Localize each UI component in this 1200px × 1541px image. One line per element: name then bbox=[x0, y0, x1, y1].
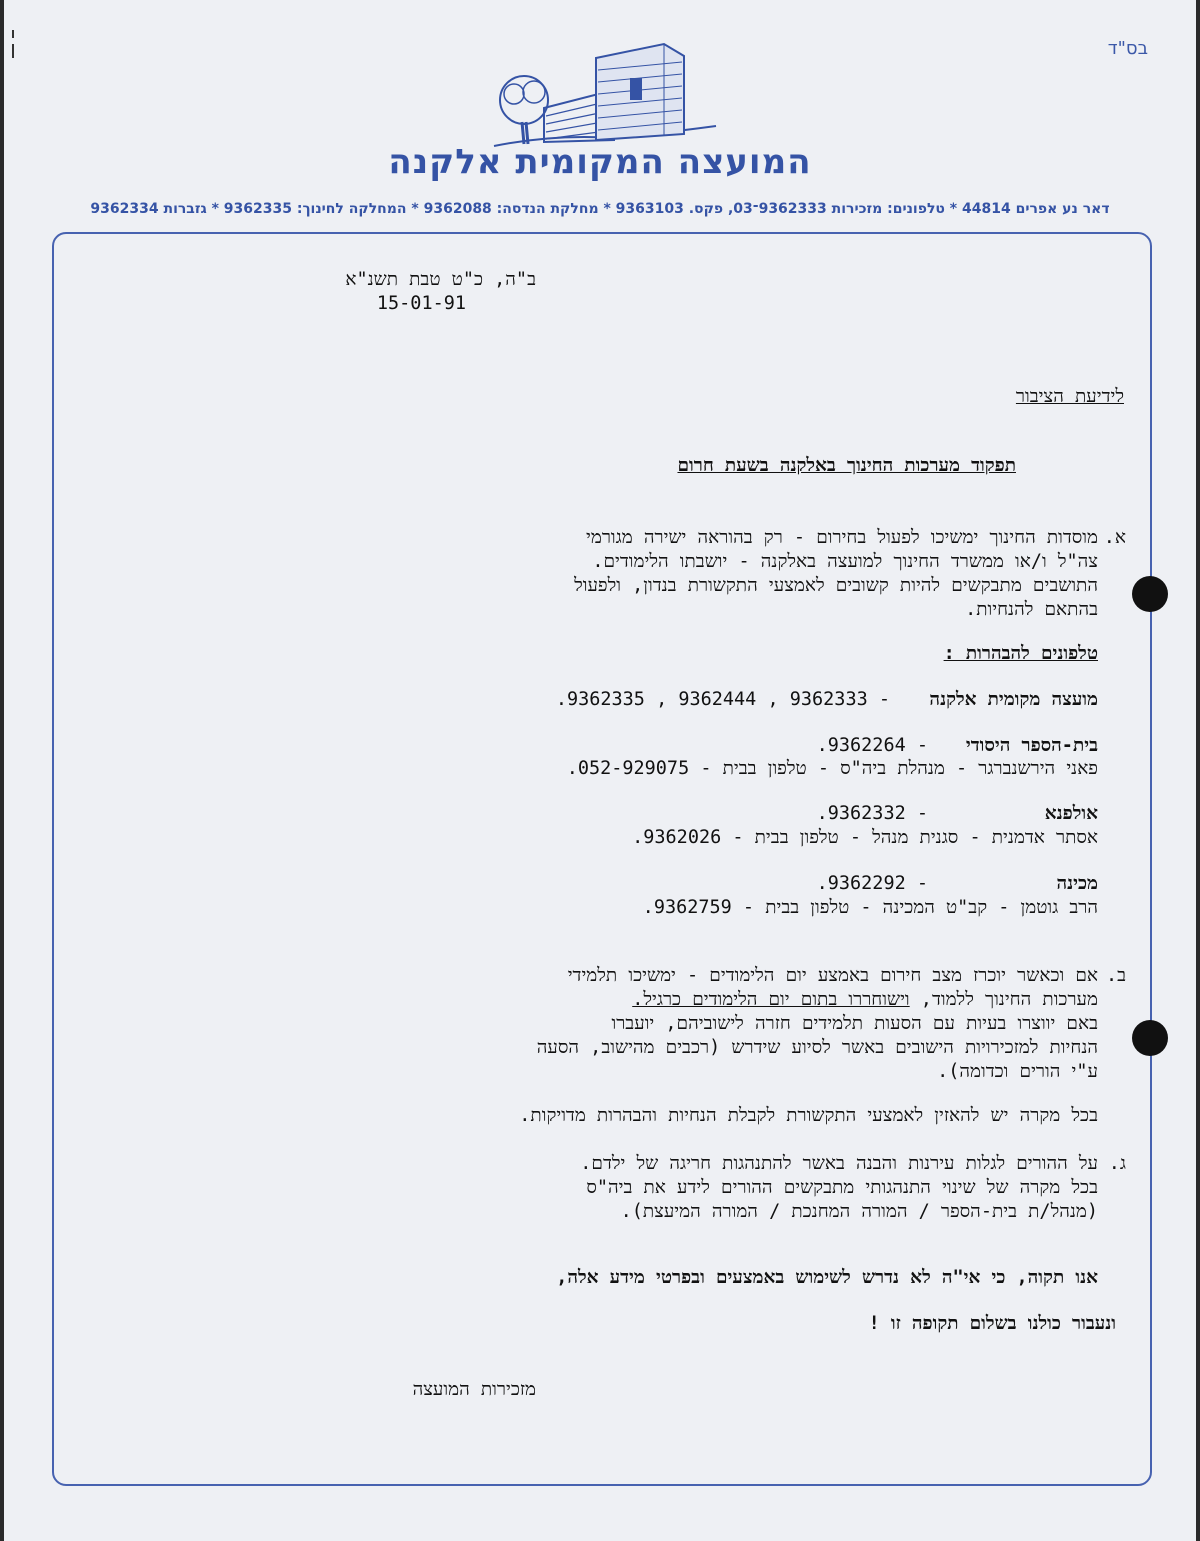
section-a-line: בהתאם להנחיות. bbox=[965, 599, 1098, 620]
section-b-marker: ב. bbox=[1105, 965, 1126, 986]
school-detail: פאני הירשנברגר - מנהלת ביה"ס - טלפון בבית - 052-929075. bbox=[566, 758, 1098, 779]
school-number: - 9362264. bbox=[816, 735, 928, 756]
gregorian-date: 15-01-91 bbox=[376, 293, 466, 314]
section-b-note: בכל מקרה יש להאזין לאמצעי התקשורת לקבלת הנחיות והבהרות מדויקות. bbox=[519, 1105, 1098, 1126]
addressee: לידיעת הציבור bbox=[1015, 386, 1124, 407]
section-b-line: באם יווצרו בעיות עם הסעות תלמידים חזרה לישוביהם, יועברו bbox=[611, 1013, 1098, 1034]
mechina-label: מכינה bbox=[1056, 873, 1098, 894]
phones-heading: טלפונים להבהרות : bbox=[943, 643, 1098, 664]
section-a-line: מוסדות החינוך ימשיכו לפעול בחירום - רק בהוראה ישירה מגורמי bbox=[586, 527, 1098, 548]
letter-page bbox=[4, 0, 1196, 1541]
section-c-line: על ההורים לגלות עירנות והבנה באשר להתנהגות חריגה של ילדם. bbox=[580, 1153, 1098, 1174]
section-a-marker: א. bbox=[1103, 527, 1126, 548]
section-c-marker: ג. bbox=[1108, 1153, 1126, 1174]
closing-line: אנו תקוה, כי אי"ה לא נדרש לשימוש באמצעים ובפרטי מידע אלה, bbox=[556, 1267, 1098, 1288]
punch-hole bbox=[1132, 576, 1168, 612]
punch-hole bbox=[1132, 1020, 1168, 1056]
section-b-line: ע"י הורים וכדומה). bbox=[937, 1061, 1098, 1082]
ulpana-number: - 9362332. bbox=[816, 803, 928, 824]
section-b-line: מערכות החינוך ללמוד, וישוחררו בתום יום הלימודים כרגיל. bbox=[632, 989, 1098, 1010]
mechina-number: - 9362292. bbox=[816, 873, 928, 894]
signature: מזכירות המועצה bbox=[412, 1379, 536, 1400]
address-line: דאר נע אפרים 44814 * טלפונים: מזכירות 9362333־03, פקס. 9363103 * מחלקת הנדסה: 9362088 * המחלקה לחינוך: 9362335 * גזברות 9362334 bbox=[90, 201, 1110, 217]
section-a-line: התושבים מתבקשים להיות קשובים לאמצעי התקשורת בנדון, ולפעול bbox=[574, 575, 1098, 596]
subject-title: תפקוד מערכות החינוך באלקנה בשעת חרום bbox=[677, 455, 1016, 476]
bsd-mark: בס"ד bbox=[1107, 38, 1148, 59]
hebrew-date: ב"ה, כ"ט טבת תשנ"א bbox=[345, 269, 536, 290]
section-a-line: צה"ל ו/או ממשרד החינוך למועצה באלקנה - יושבתו הלימודים. bbox=[592, 551, 1098, 572]
org-name: המועצה המקומית אלקנה bbox=[388, 142, 812, 182]
council-numbers: - 9362333 , 9362444 , 9362335. bbox=[555, 689, 890, 710]
closing-line: ונעבור כולנו בשלום תקופה זו ! bbox=[868, 1313, 1116, 1334]
mechina-detail: הרב גוטמן - קב"ט המכינה - טלפון בבית - 9362759. bbox=[642, 897, 1098, 918]
margin-mark bbox=[12, 44, 14, 58]
school-label: בית-הספר היסודי bbox=[965, 735, 1098, 756]
section-b-line: הנחיות למזכירויות הישובים באשר לסיוע שידרש (רכבים מהישוב, הסעה bbox=[536, 1037, 1098, 1058]
release-note-underlined: וישוחררו בתום יום הלימודים כרגיל. bbox=[632, 989, 910, 1010]
section-c-line: בכל מקרה של שינוי התנהגותי מתבקשים ההורים לידע את ביה"ס bbox=[586, 1177, 1098, 1198]
ulpana-label: אולפנא bbox=[1044, 803, 1098, 824]
letter-frame bbox=[52, 232, 1152, 1486]
castle-and-tree-logo-icon bbox=[484, 38, 724, 158]
council-label: מועצה מקומית אלקנה bbox=[929, 689, 1098, 710]
section-b-line: אם וכאשר יוכרז מצב חירום באמצע יום הלימודים - ימשיכו תלמידי bbox=[567, 965, 1098, 986]
ulpana-detail: אסתר אדמנית - סגנית מנהל - טלפון בבית - 9362026. bbox=[632, 827, 1098, 848]
margin-mark bbox=[12, 30, 14, 38]
section-c-line: (מנהל/ת בית-הספר / המורה המחנכת / המורה המיעצת). bbox=[620, 1201, 1098, 1222]
